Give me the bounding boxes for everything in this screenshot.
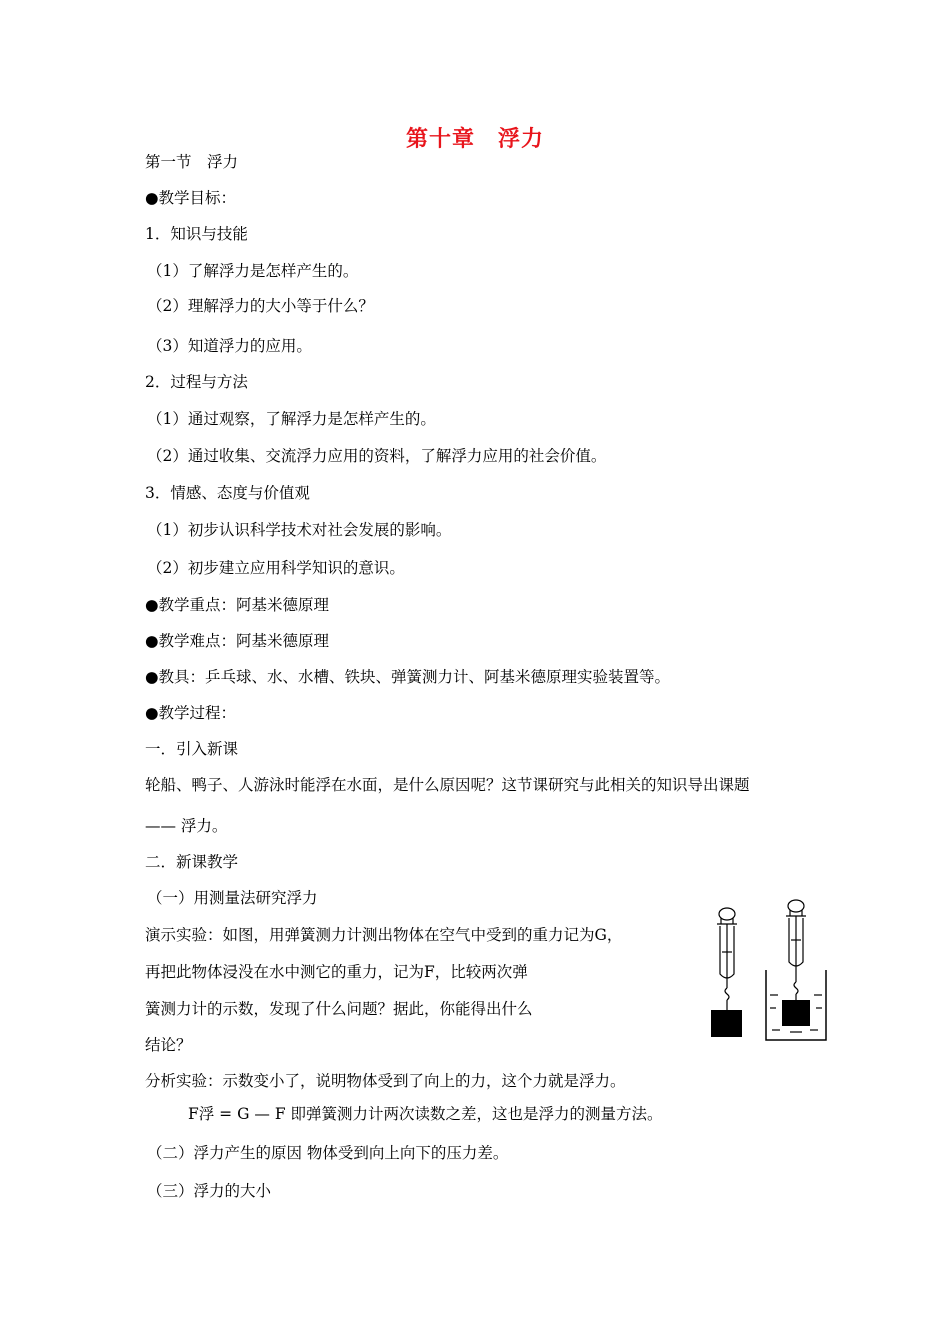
subsection-2: （二）浮力产生的原因 物体受到向上向下的压力差。 xyxy=(147,1144,509,1162)
chapter-title: 第十章 浮力 xyxy=(405,127,544,152)
process-heading: 2．过程与方法 xyxy=(145,373,248,391)
subsection-1: （一）用测量法研究浮力 xyxy=(147,889,318,907)
spring-scale-in-air xyxy=(717,908,737,1010)
new-lesson-heading: 二．新课教学 xyxy=(145,853,239,871)
knowledge-item-2: （2）理解浮力的大小等于什么？ xyxy=(147,297,374,315)
demo-line-2: 再把此物体浸没在水中测它的重力，记为F，比较两次弹 xyxy=(145,963,528,981)
intro-paragraph-cont: —— 浮力。 xyxy=(145,817,228,835)
teaching-aids: ●教具：乒乓球、水、水槽、铁块、弹簧测力计、阿基米德原理实验装置等。 xyxy=(145,668,671,686)
knowledge-heading: 1．知识与技能 xyxy=(145,225,248,243)
section-title: 第一节 浮力 xyxy=(145,153,239,171)
attitude-item-1: （1）初步认识科学技术对社会发展的影响。 xyxy=(147,521,452,539)
subsection-3: （三）浮力的大小 xyxy=(147,1182,272,1200)
spring-scale-experiment-figure xyxy=(706,896,832,1044)
iron-block-submerged xyxy=(782,1000,810,1026)
demo-line-3: 簧测力计的示数，发现了什么问题？据此，你能得出什么 xyxy=(145,1000,533,1018)
demo-line-4: 结论？ xyxy=(145,1036,192,1054)
knowledge-item-1: （1）了解浮力是怎样产生的。 xyxy=(147,262,359,280)
intro-heading: 一．引入新课 xyxy=(145,740,239,758)
key-point: ●教学重点：阿基米德原理 xyxy=(145,596,330,614)
analysis-line: 分析实验：示数变小了，说明物体受到了向上的力，这个力就是浮力。 xyxy=(145,1072,626,1090)
attitude-item-2: （2）初步建立应用科学知识的意识。 xyxy=(147,559,405,577)
formula-line: F浮 = G — F 即弹簧测力计两次读数之差，这也是浮力的测量方法。 xyxy=(188,1105,663,1123)
difficulty: ●教学难点：阿基米德原理 xyxy=(145,632,330,650)
process-item-2: （2）通过收集、交流浮力应用的资料，了解浮力应用的社会价值。 xyxy=(147,447,607,465)
iron-block-in-air xyxy=(711,1010,742,1037)
attitude-heading: 3．情感、态度与价值观 xyxy=(145,484,310,502)
knowledge-item-3: （3）知道浮力的应用。 xyxy=(147,337,312,355)
intro-paragraph: 轮船、鸭子、人游泳时能浮在水面，是什么原因呢？这节课研究与此相关的知识导出课题 xyxy=(145,776,750,794)
process-item-1: （1）通过观察，了解浮力是怎样产生的。 xyxy=(147,410,436,428)
process-title: ●教学过程： xyxy=(145,704,237,722)
objectives-heading: ●教学目标： xyxy=(145,189,237,207)
demo-line-1: 演示实验：如图，用弹簧测力计测出物体在空气中受到的重力记为G， xyxy=(145,926,623,944)
